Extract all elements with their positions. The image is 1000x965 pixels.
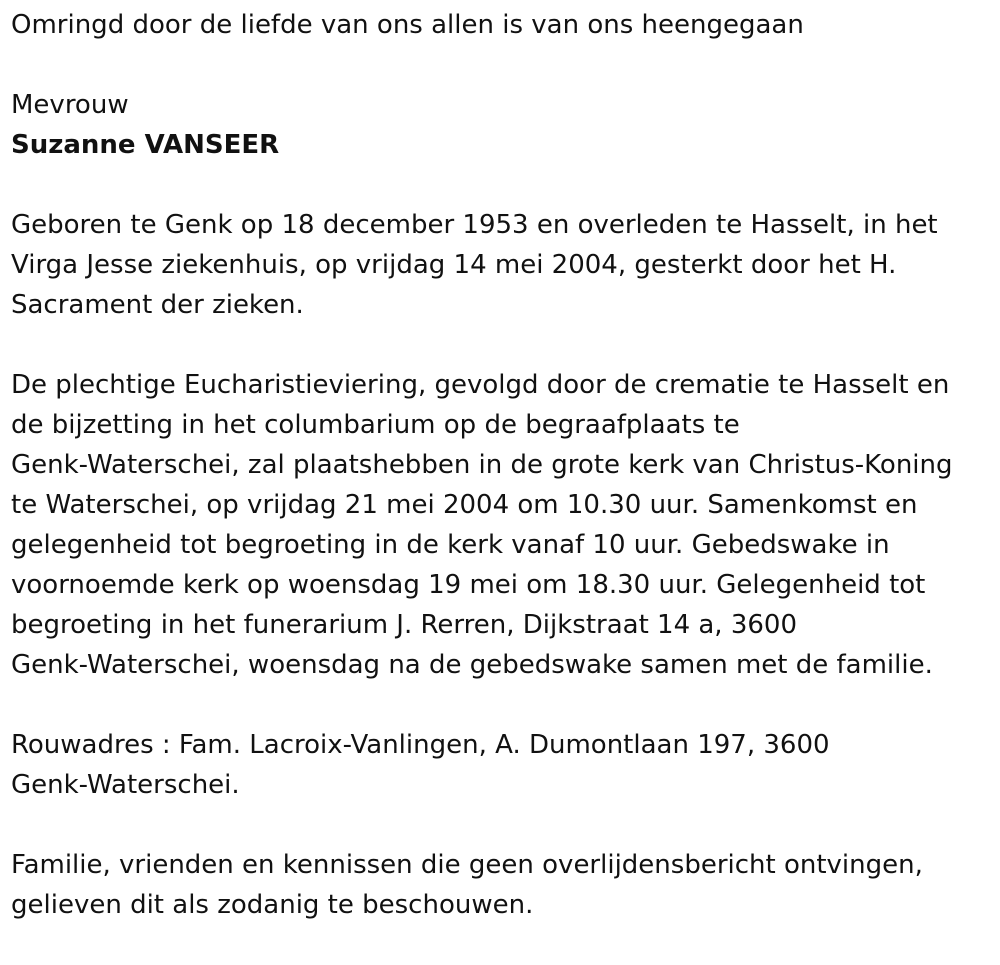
salutation: Mevrouw <box>11 90 129 120</box>
text-line: Geboren te Genk op 18 december 1953 en overleden te Hasselt, in het <box>11 210 938 240</box>
text-line: Genk-Waterschei, zal plaatshebben in de grote kerk van Christus-Koning <box>11 450 953 480</box>
text-line: Genk-Waterschei, woensdag na de gebedswake samen met de familie. <box>11 650 933 680</box>
text-line: te Waterschei, op vrijdag 21 mei 2004 om 10.30 uur. Samenkomst en <box>11 490 918 520</box>
text-line: De plechtige Eucharistieviering, gevolgd door de crematie te Hasselt en <box>11 370 950 400</box>
intro-line: Omringd door de liefde van ons allen is van ons heengegaan <box>11 10 804 40</box>
ceremony-paragraph <box>11 365 986 685</box>
text-line: begroeting in het funerarium J. Rerren, Dijkstraat 14 a, 3600 <box>11 610 798 640</box>
closing-paragraph <box>11 845 986 925</box>
birth-death-paragraph <box>11 205 986 325</box>
text-line: de bijzetting in het columbarium op de begraafplaats te <box>11 410 740 440</box>
death-notice <box>11 0 986 965</box>
text-line: voornoemde kerk op woensdag 19 mei om 18.30 uur. Gelegenheid tot <box>11 570 926 600</box>
text-line: Sacrament der zieken. <box>11 290 304 320</box>
text-line: Genk-Waterschei. <box>11 770 240 800</box>
text-line: Familie, vrienden en kennissen die geen overlijdensbericht ontvingen, <box>11 850 923 880</box>
deceased-block <box>11 85 986 165</box>
text-line: gelegenheid tot begroeting in de kerk vanaf 10 uur. Gebedswake in <box>11 530 890 560</box>
text-line: gelieven dit als zodanig te beschouwen. <box>11 890 534 920</box>
text-line: Rouwadres : Fam. Lacroix-Vanlingen, A. Dumontlaan 197, 3600 <box>11 730 830 760</box>
mourning-address-paragraph <box>11 725 986 805</box>
deceased-name: Suzanne VANSEER <box>11 130 280 160</box>
text-line: Virga Jesse ziekenhuis, op vrijdag 14 mei 2004, gesterkt door het H. <box>11 250 897 280</box>
intro-paragraph <box>11 5 986 45</box>
